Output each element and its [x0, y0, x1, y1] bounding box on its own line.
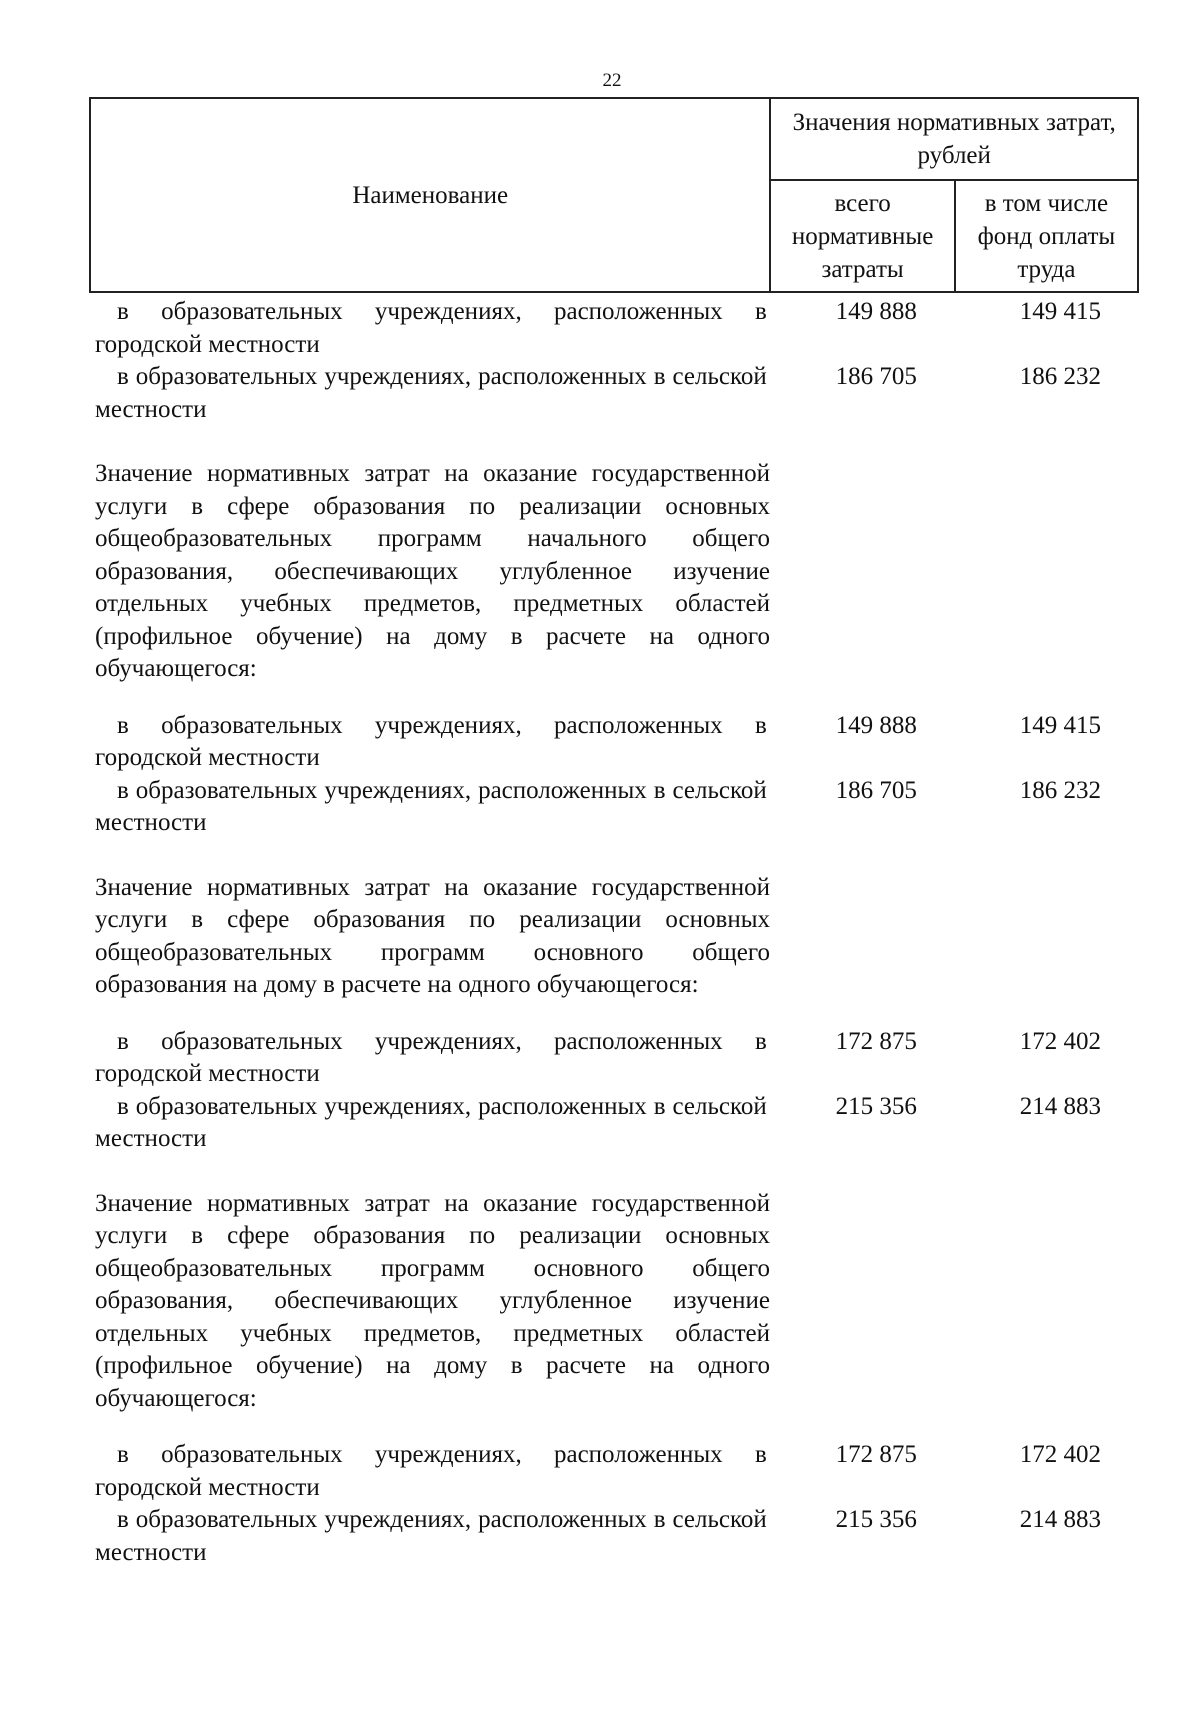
row-label: в образовательных учреждениях, расположенных в городской местности	[95, 1441, 767, 1501]
row-label: в образовательных учреждениях, расположенных в сельской местности	[95, 1506, 767, 1566]
total-costs-value: 215 356	[835, 1506, 917, 1533]
table-row	[95, 775, 1145, 840]
name-column-header: Наименование	[90, 98, 770, 292]
table-row	[95, 1504, 1145, 1569]
payroll-fund-value: 149 415	[1019, 298, 1102, 325]
table-row	[95, 710, 1145, 775]
section-heading-row	[95, 1188, 1145, 1416]
section-heading: Значение нормативных затрат на оказание государственной услуги в сфере образования по реализации основных общеобразовательных программ начального общего образования, обеспечивающих углубленное изучение отдельных учебных предметов, предметных областей (профильное обучение) на дому в расчете на одного обучающегося:	[95, 460, 770, 682]
section-heading: Значение нормативных затрат на оказание государственной услуги в сфере образования по реализации основных общеобразовательных программ основного общего образования, обеспечивающих углубленное изучение отдельных учебных предметов, предметных областей (профильное обучение) на дому в расчете на одного обучающегося:	[95, 1189, 770, 1412]
total-costs-value: 172 875	[835, 1027, 917, 1055]
table-row	[95, 361, 1145, 426]
row-label: в образовательных учреждениях, расположенных в городской местности	[95, 298, 767, 358]
table-row	[95, 1091, 1145, 1156]
row-label: в образовательных учреждениях, расположенных в сельской местности	[95, 776, 767, 836]
total-costs-value: 215 356	[835, 1092, 917, 1120]
total-costs-value: 149 888	[835, 298, 917, 325]
section-heading-row	[95, 872, 1145, 1002]
page-number: 22	[602, 70, 622, 91]
table-body	[95, 296, 1145, 1569]
payroll-fund-value: 172 402	[1019, 1027, 1102, 1055]
total-costs-column-header: всего нормативные затраты	[770, 180, 954, 292]
normative-costs-group-header: Значения нормативных затрат, рублей	[770, 98, 1138, 180]
row-label: в образовательных учреждениях, расположенных в городской местности	[95, 711, 767, 771]
payroll-fund-value: 149 415	[1019, 711, 1102, 739]
table-header	[89, 97, 1139, 293]
payroll-fund-value: 172 402	[1019, 1441, 1102, 1468]
total-costs-value: 186 705	[835, 363, 917, 390]
total-costs-value: 149 888	[835, 711, 917, 739]
payroll-fund-value: 214 883	[1019, 1506, 1102, 1533]
table-row	[95, 1026, 1145, 1091]
section-heading: Значение нормативных затрат на оказание государственной услуги в сфере образования по реализации основных общеобразовательных программ основного общего образования на дому в расчете на одного обучающегося:	[95, 873, 770, 998]
section-heading-row	[95, 458, 1145, 686]
table-row	[95, 296, 1145, 361]
table-row	[95, 1439, 1145, 1504]
total-costs-value: 186 705	[835, 776, 917, 804]
payroll-fund-value: 186 232	[1019, 776, 1102, 804]
row-label: в образовательных учреждениях, расположенных в сельской местности	[95, 1092, 767, 1152]
row-label: в образовательных учреждениях, расположенных в городской местности	[95, 1027, 767, 1087]
row-label: в образовательных учреждениях, расположенных в сельской местности	[95, 363, 767, 423]
payroll-fund-value: 214 883	[1019, 1092, 1102, 1120]
payroll-fund-value: 186 232	[1019, 363, 1102, 390]
total-costs-value: 172 875	[835, 1441, 917, 1468]
payroll-fund-column-header: в том числе фонд оплаты труда	[955, 180, 1138, 292]
